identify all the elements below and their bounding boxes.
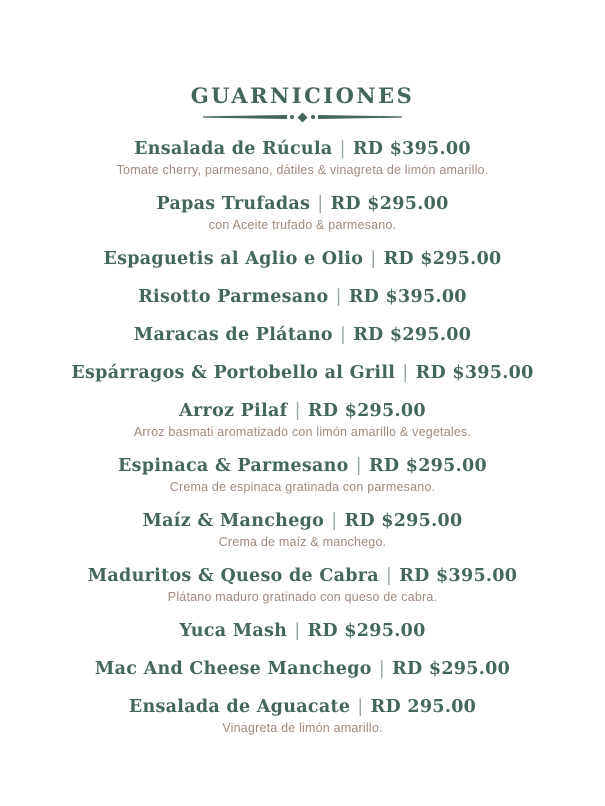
menu-item-description: Arroz basmati aromatizado con limón amarillo & vegetales.: [133, 425, 472, 439]
name-price-separator: |: [339, 138, 346, 159]
menu-item-name-price: [0, 192, 605, 216]
menu-item-name: Mac And Cheese Manchego: [94, 659, 372, 679]
menu-item-name: Maracas de Plátano: [133, 325, 333, 345]
menu-item-description: Crema de espinaca gratinada con parmesano.: [169, 480, 436, 494]
menu-item-name-price: [0, 323, 605, 347]
menu-item: [0, 619, 605, 643]
menu-item: [0, 454, 605, 495]
menu-item-name-price: [0, 285, 605, 309]
menu-item-price: RD $295.00: [344, 511, 463, 531]
name-price-separator: |: [355, 455, 362, 476]
name-price-separator: |: [294, 400, 301, 421]
menu-item: [0, 247, 605, 271]
menu-item-name-price: [0, 695, 605, 719]
menu-item-price: RD $295.00: [392, 659, 511, 679]
menu-item-name-price: [0, 247, 605, 271]
menu-item-name-price: [0, 454, 605, 478]
menu-item: [0, 137, 605, 178]
name-price-separator: |: [402, 362, 409, 383]
menu-item-name-price: [0, 564, 605, 588]
divider-line-left: [203, 115, 287, 119]
name-price-separator: |: [378, 658, 386, 679]
name-price-separator: |: [317, 193, 324, 214]
menu-item-price: RD $395.00: [399, 566, 518, 586]
menu-item-name-price: [0, 137, 605, 161]
divider-dot-right: [311, 115, 315, 119]
name-price-separator: |: [335, 286, 342, 307]
divider-diamond-icon: [298, 112, 308, 122]
menu-items: [0, 137, 605, 750]
menu-item: [0, 192, 605, 233]
menu-item-price: RD $295.00: [307, 401, 426, 421]
menu-item-price: RD $295.00: [307, 621, 426, 641]
divider-line-right: [318, 115, 402, 119]
name-price-separator: |: [357, 696, 364, 717]
menu-item: [0, 564, 605, 605]
name-price-separator: |: [294, 620, 301, 641]
menu-item-name-price: [0, 509, 605, 533]
menu-item-price: RD 295.00: [370, 697, 477, 717]
menu-item-name: Maduritos & Queso de Cabra: [87, 566, 379, 586]
menu-item-description: Tomate cherry, parmesano, dátiles & vinagreta de limón amarillo.: [116, 163, 489, 177]
menu-item: [0, 657, 605, 681]
menu-item-name-price: [0, 361, 605, 385]
menu-item: [0, 695, 605, 736]
menu-item-name: Ensalada de Aguacate: [128, 697, 351, 717]
menu-item-description: Crema de maíz & manchego.: [218, 535, 387, 549]
menu-item-price: RD $295.00: [369, 456, 487, 476]
menu-item-name: Arroz Pilaf: [179, 401, 288, 421]
menu-item: [0, 509, 605, 550]
menu-item-name: Maíz & Manchego: [142, 511, 325, 531]
name-price-separator: |: [385, 565, 393, 586]
menu-item: [0, 285, 605, 309]
menu-item-description: con Aceite trufado & parmesano.: [208, 218, 397, 232]
name-price-separator: |: [339, 324, 347, 345]
menu-item-name-price: [0, 657, 605, 681]
name-price-separator: |: [331, 510, 338, 531]
menu-item-price: RD $395.00: [415, 363, 534, 383]
menu-item-name: Espinaca & Parmesano: [118, 456, 349, 476]
menu-item-name-price: [0, 619, 605, 643]
menu-item-price: RD $395.00: [352, 139, 471, 159]
menu-item-price: RD $295.00: [330, 194, 449, 214]
menu-item: [0, 399, 605, 440]
menu-section-title: GUARNICIONES: [190, 83, 415, 108]
menu-item-description: Plátano maduro gratinado con queso de cabra.: [167, 590, 438, 604]
name-price-separator: |: [370, 248, 377, 269]
menu-item-name: Ensalada de Rúcula: [134, 139, 333, 159]
menu-item-name: Espárragos & Portobello al Grill: [71, 363, 396, 383]
divider-dot-left: [290, 115, 294, 119]
menu-item-name: Risotto Parmesano: [138, 287, 329, 307]
menu-item-name-price: [0, 399, 605, 423]
menu-item: [0, 323, 605, 347]
menu-item-price: RD $295.00: [353, 325, 472, 345]
title-divider: [203, 111, 402, 123]
menu-item-name: Yuca Mash: [179, 621, 288, 641]
menu-item-price: RD $395.00: [348, 287, 467, 307]
menu-item-price: RD $295.00: [383, 249, 502, 269]
menu-item-description: Vinagreta de limón amarillo.: [222, 721, 383, 735]
menu-item-name: Papas Trufadas: [156, 194, 311, 214]
menu-item-name: Espaguetis al Aglio e Olio: [103, 249, 364, 269]
menu-item: [0, 361, 605, 385]
